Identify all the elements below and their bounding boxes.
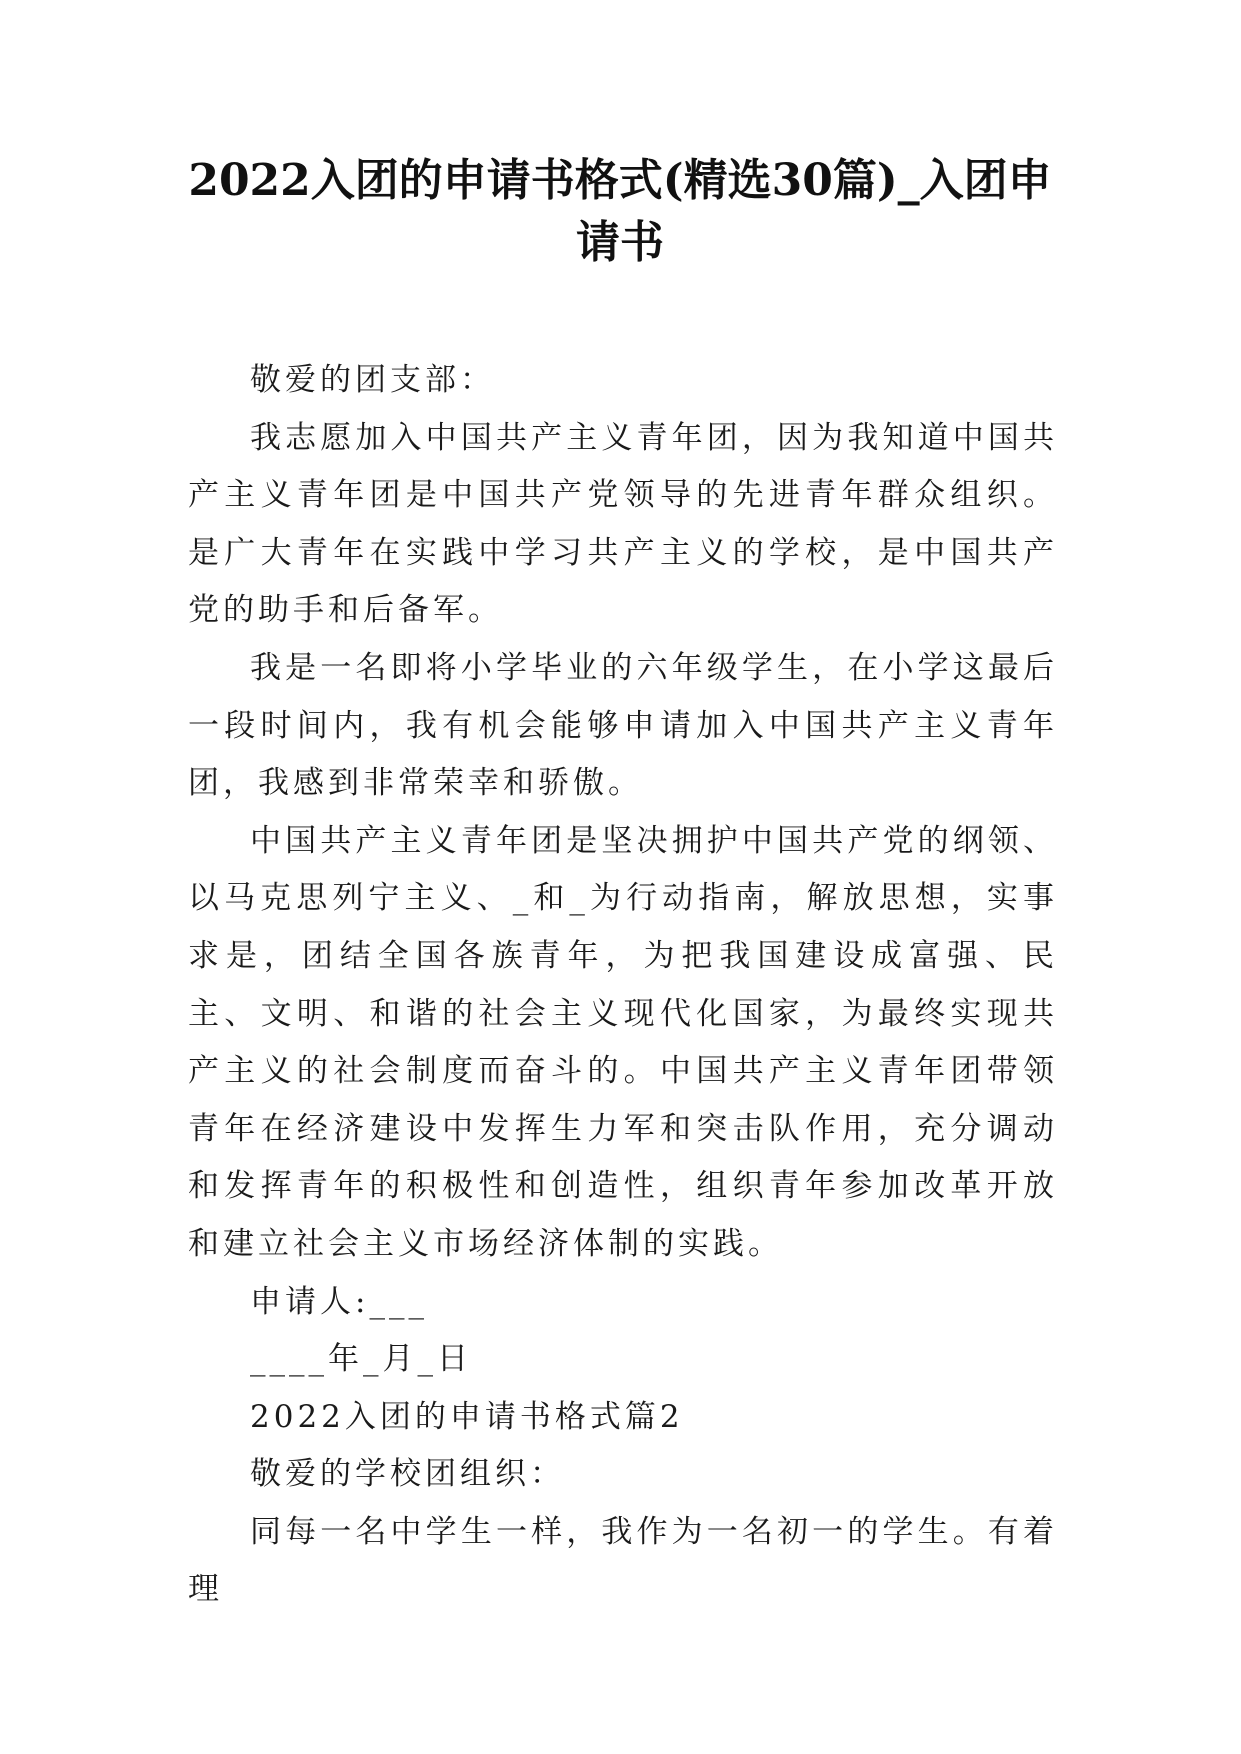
date-line: ____年_月_日: [250, 1341, 472, 1378]
section-heading: 2022入团的申请书格式篇2: [250, 1398, 684, 1435]
body-paragraph: 我是一名即将小学毕业的六年级学生，在小学这最后一段时间内，我有机会能够申请加入中国共产主义青年团，我感到非常荣幸和骄傲。: [188, 649, 1058, 802]
body-paragraph: 我志愿加入中国共产主义青年团，因为我知道中国共产主义青年团是中国共产党领导的先进青年群众组织。是广大青年在实践中学习共产主义的学校，是中国共产党的助手和后备军。: [188, 419, 1058, 629]
salutation: 敬爱的学校团组织：: [250, 1456, 565, 1493]
document-body: [188, 352, 1058, 1619]
body-paragraph: 中国共产主义青年团是坚决拥护中国共产党的纲领、以马克思列宁主义、_和_为行动指南，解放思想，实事求是，团结全国各族青年，为把我国建设成富强、民主、文明、和谐的社会主义现代化国家，为最终实现共产主义的社会制度而奋斗的。中国共产主义青年团带领青年在经济建设中发挥生力军和突击队作用，充分调动和发挥青年的积极性和创造性，组织青年参加改革开放和建立社会主义市场经济体制的实践。: [188, 822, 1058, 1262]
document-title: 2022入团的申请书格式(精选30篇)_入团申请书: [188, 155, 1052, 268]
applicant-line: 申请人:___: [250, 1283, 428, 1320]
salutation: 敬爱的团支部：: [250, 362, 495, 398]
body-paragraph: 同每一名中学生一样，我作为一名初一的学生。有着理: [188, 1513, 1058, 1608]
